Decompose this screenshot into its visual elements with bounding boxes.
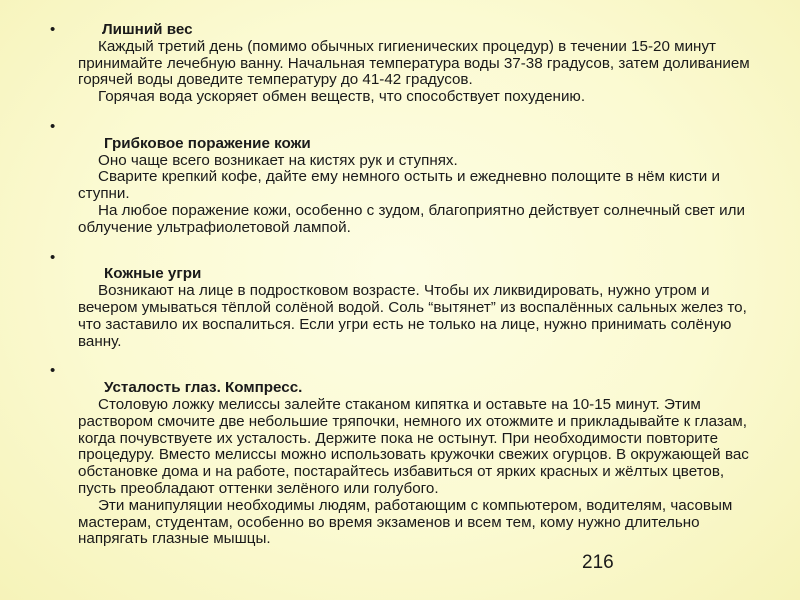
section-paragraph: Оно чаще всего возникает на кистях рук и ступнях. xyxy=(98,151,458,169)
slide-content xyxy=(50,22,755,561)
section-paragraph: Столовую ложку мелиссы залейте стаканом кипятка и оставьте на 10-15 минут. Этим раствором смочите две небольшие тряпочки, немного их отожмите и прикладывайте к глазам, когда почувствуете их усталость. Держите пока не остынут. При необходимости повторите процедуру. Вместо мелиссы можно использовать кружочки свежих огурцов. В окружающей вас обстановке дома и на работе, постарайтесь избавиться от ярких красных и жёлтых цветов, пусть преобладают оттенки зелёного или голубого. xyxy=(78,395,749,497)
section-paragraph: Возникают на лице в подростковом возрасте. Чтобы их ликвидировать, нужно утром и вечером умываться тёплой солёной водой. Соль “вытянет” из воспалённых сальных желез то, что заставило их воспалиться. Если угри есть не только на лице, нужно принимать солёную ванну. xyxy=(78,282,747,350)
section-paragraph: Эти манипуляции необходимы людям, работающим с компьютером, водителям, часовым мастерам, студентам, особенно во время экзаменов и всем тем, кому нужно длительно напрягать глазные мышцы. xyxy=(78,496,733,548)
bullet-icon: • xyxy=(50,362,56,380)
section-acne xyxy=(50,250,755,351)
section-paragraph: Сварите крепкий кофе, дайте ему немного остыть и ежедневно полощите в нём кисти и ступни. xyxy=(78,168,720,203)
bullet-icon: • xyxy=(50,248,56,266)
page-number: 216 xyxy=(582,552,614,573)
section-paragraph: Горячая вода ускоряет обмен веществ, что способствует похудению. xyxy=(98,88,586,106)
section-fungal-skin xyxy=(50,119,755,237)
section-title: Кожные угри xyxy=(104,265,202,283)
section-eye-fatigue xyxy=(50,363,755,548)
section-excess-weight xyxy=(50,22,755,106)
bullet-icon: • xyxy=(50,21,56,38)
section-title: Усталость глаз. Компресс. xyxy=(104,379,303,397)
section-paragraph: На любое поражение кожи, особенно с зудом, благоприятно действует солнечный свет или облучение ультрафиолетовой лампой. xyxy=(78,201,745,236)
section-paragraph: Каждый третий день (помимо обычных гигиенических процедур) в течении 15-20 минут принимайте лечебную ванну. Начальная температура воды 37-38 градусов, затем доливанием горячей воды доведите температуру до 41-42 градусов. xyxy=(78,37,750,89)
section-title: Лишний вес xyxy=(102,21,193,38)
section-title: Грибковое поражение кожи xyxy=(104,134,311,152)
bullet-icon: • xyxy=(50,117,56,135)
